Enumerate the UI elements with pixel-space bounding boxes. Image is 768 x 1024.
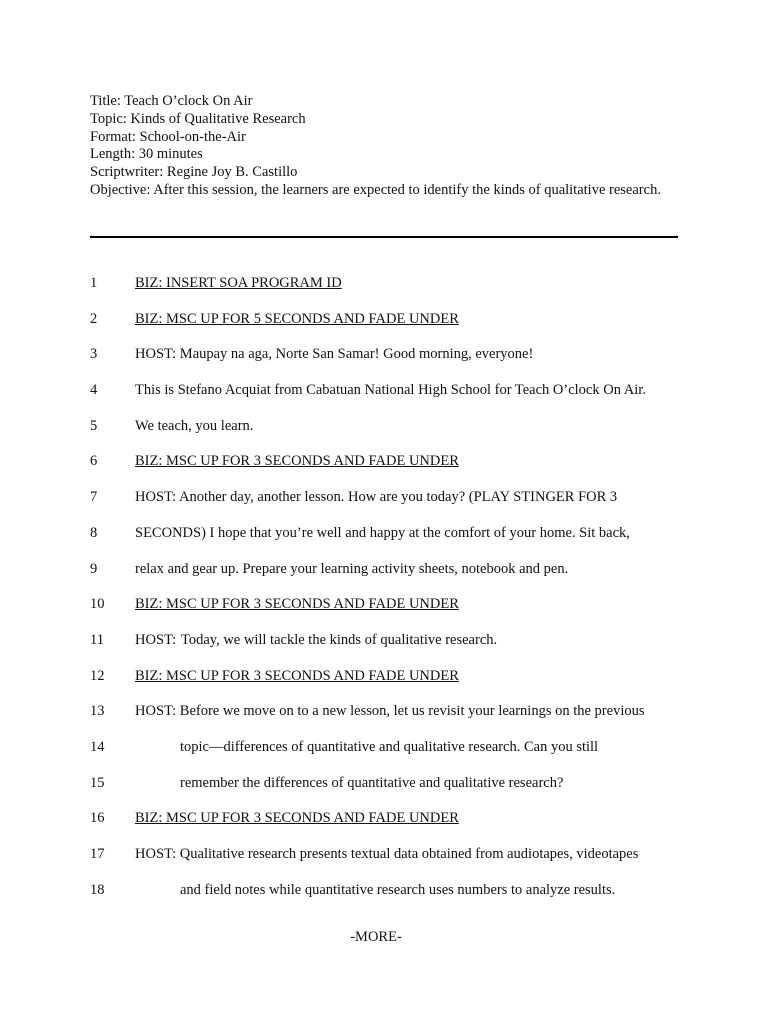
line-text: This is Stefano Acquiat from Cabatuan National High School for Teach O’clock On Air. xyxy=(135,382,646,399)
line-number: 18 xyxy=(90,881,105,898)
script-line xyxy=(0,766,768,802)
line-text xyxy=(135,623,497,659)
line-text: remember the differences of quantitative and qualitative research? xyxy=(180,774,564,791)
script-line xyxy=(0,694,768,730)
line-text: BIZ: INSERT SOA PROGRAM ID xyxy=(135,275,342,291)
script-line xyxy=(0,444,768,480)
line-number: 13 xyxy=(90,703,105,720)
script-line xyxy=(0,801,768,837)
script-line xyxy=(0,730,768,766)
line-number: 11 xyxy=(90,631,104,648)
script-line xyxy=(0,337,768,373)
script-line xyxy=(0,873,768,909)
line-text: HOST: Maupay na aga, Norte San Samar! Good morning, everyone! xyxy=(135,346,534,363)
script-header xyxy=(90,93,680,200)
line-number: 4 xyxy=(90,382,98,399)
script-line xyxy=(0,480,768,516)
line-text: BIZ: MSC UP FOR 3 SECONDS AND FADE UNDER xyxy=(135,453,459,470)
script-line xyxy=(0,659,768,695)
line-text: BIZ: MSC UP FOR 3 SECONDS AND FADE UNDER xyxy=(135,596,459,613)
line-content: Today, we will tackle the kinds of qualitative research. xyxy=(181,631,498,648)
script-line xyxy=(0,623,768,659)
line-text: topic—differences of quantitative and qualitative research. Can you still xyxy=(180,738,599,755)
script-line xyxy=(0,409,768,445)
line-text: HOST: Before we move on to a new lesson, let us revisit your learnings on the previous xyxy=(135,703,645,720)
header-objective: Objective: After this session, the learners are expected to identify the kinds of qualitative research. xyxy=(90,181,661,198)
header-title: Title: Teach O’clock On Air xyxy=(90,93,253,109)
line-number: 3 xyxy=(90,346,98,363)
script-line xyxy=(0,837,768,873)
script-line xyxy=(0,516,768,552)
page-footer-more: -MORE- xyxy=(350,929,402,945)
line-number: 17 xyxy=(90,846,105,862)
header-format: Format: School-on-the-Air xyxy=(90,128,246,145)
line-text: BIZ: MSC UP FOR 3 SECONDS AND FADE UNDER xyxy=(135,810,459,827)
script-line xyxy=(0,587,768,623)
line-number: 16 xyxy=(90,810,105,827)
line-number: 14 xyxy=(90,738,105,755)
line-text: SECONDS) I hope that you’re well and happy at the comfort of your home. Sit back, xyxy=(135,524,630,541)
line-number: 1 xyxy=(90,275,98,291)
line-text: BIZ: MSC UP FOR 5 SECONDS AND FADE UNDER xyxy=(135,310,459,327)
speaker-label: HOST: xyxy=(135,631,177,648)
line-text: HOST: Another day, another lesson. How are you today? (PLAY STINGER FOR 3 xyxy=(135,489,618,506)
line-number: 2 xyxy=(90,310,98,327)
script-line xyxy=(0,552,768,588)
line-number: 12 xyxy=(90,667,105,684)
line-text: We teach, you learn. xyxy=(135,417,254,434)
line-number: 6 xyxy=(90,453,98,470)
line-text: HOST: Qualitative research presents textual data obtained from audiotapes, videotapes xyxy=(135,846,639,862)
line-text: relax and gear up. Prepare your learning activity sheets, notebook and pen. xyxy=(135,560,569,577)
header-topic: Topic: Kinds of Qualitative Research xyxy=(90,110,306,127)
line-number: 7 xyxy=(90,489,98,506)
header-scriptwriter: Scriptwriter: Regine Joy B. Castillo xyxy=(90,164,298,181)
script-body xyxy=(0,266,768,908)
script-line xyxy=(0,266,768,302)
line-number: 8 xyxy=(90,524,98,541)
line-number: 15 xyxy=(90,774,105,791)
line-number: 10 xyxy=(90,596,105,613)
line-number: 5 xyxy=(90,417,98,434)
script-line xyxy=(0,373,768,409)
line-text: and field notes while quantitative research uses numbers to analyze results. xyxy=(180,881,616,898)
script-line xyxy=(0,302,768,338)
line-text: BIZ: MSC UP FOR 3 SECONDS AND FADE UNDER xyxy=(135,667,459,684)
line-number: 9 xyxy=(90,560,98,577)
header-divider xyxy=(90,236,678,238)
header-length: Length: 30 minutes xyxy=(90,146,203,163)
